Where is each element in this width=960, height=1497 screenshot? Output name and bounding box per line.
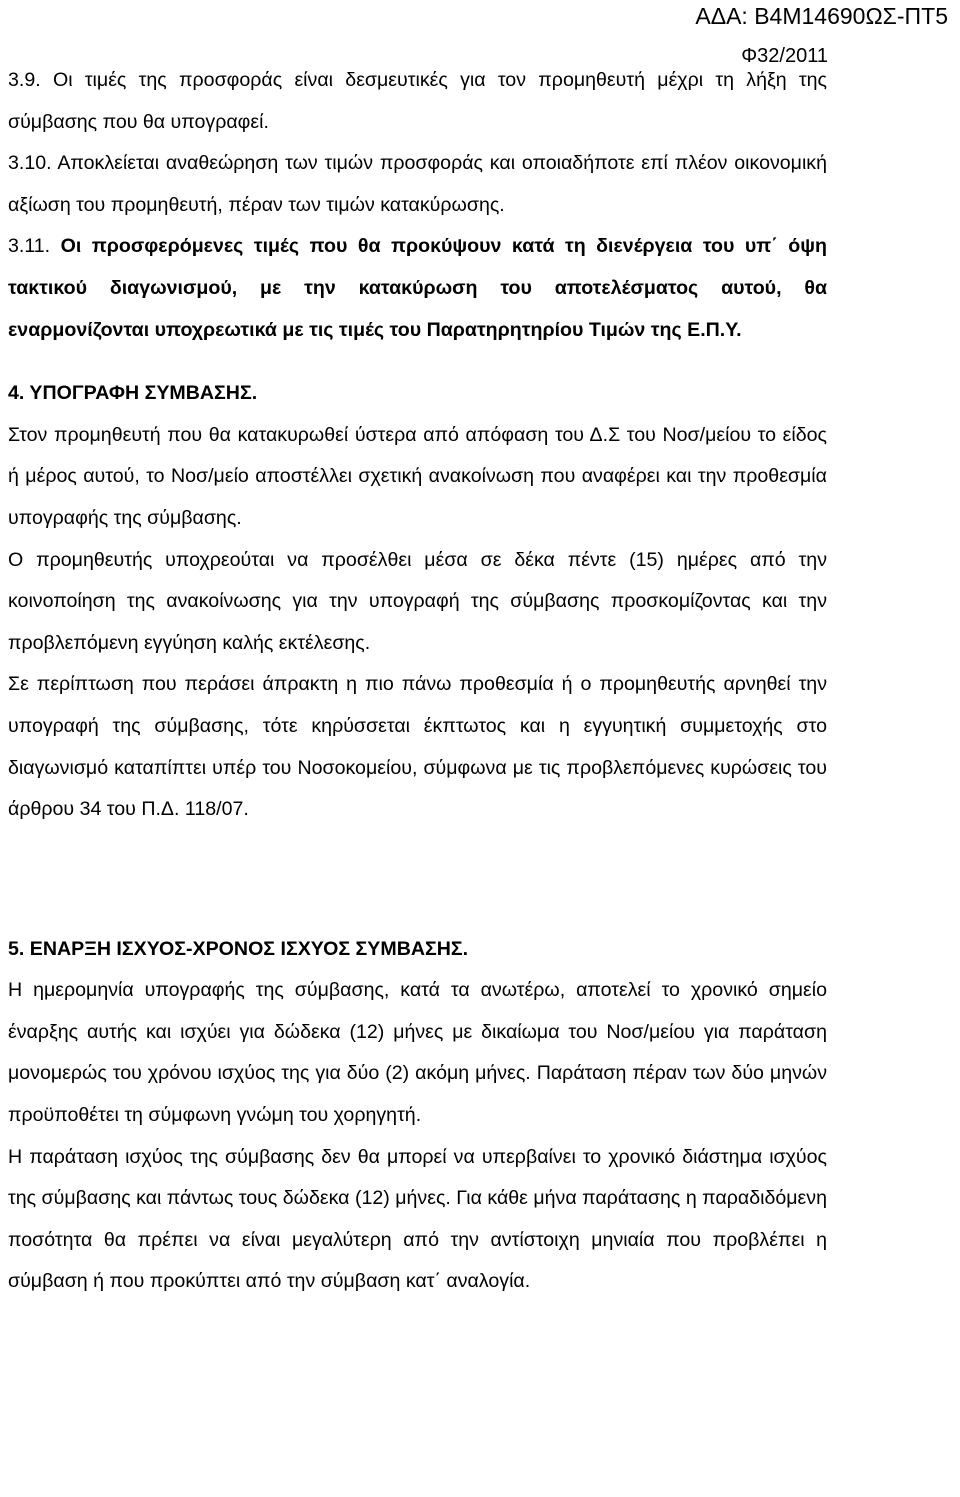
document-reference: Φ32/2011 (741, 45, 828, 67)
spacer (8, 351, 827, 373)
section-5-paragraph-1: Η ημερομηνία υπογραφής της σύμβασης, κατά τα ανωτέρω, αποτελεί το χρονικό σημείο έναρξης αυτής και ισχύει για δώδεκα (12) μήνες με δικαίωμα του Νοσ/μείου για παράταση μονομερώς του χρόνου ισχύος της για δύο (2) ακόμη μήνες. Παράταση πέραν των δύο μηνών προϋποθέτει τη σύμφωνη γνώμη του χορηγητή. (8, 979, 827, 1127)
paragraph-3-9: 3.9. Οι τιμές της προσφοράς είναι δεσμευτικές για τον προμηθευτή μέχρι τη λήξη της σύμβασης που θα υπογραφεί. (8, 69, 827, 133)
section-4-paragraph-3: Σε περίπτωση που περάσει άπρακτη η πιο πάνω προθεσμία ή ο προμηθευτής αρνηθεί την υπογραφή της σύμβασης, τότε κηρύσσεται έκπτωτος και η εγγυητική συμμετοχής στο διαγωνισμό καταπίπτει υπέρ του Νοσοκομείου, σύμφωνα με τις προβλεπόμενες κυρώσεις του άρθρου 34 του Π.Δ. 118/07. (8, 673, 827, 821)
paragraph-3-11-number: 3.11. (8, 235, 51, 258)
section-4-paragraph-1: Στον προμηθευτή που θα κατακυρωθεί ύστερα από απόφαση του Δ.Σ του Νοσ/μείου το είδος ή μέρος αυτού, το Νοσ/μείο αποστέλλει σχετική ανακοίνωση που αναφέρει και την προθεσμία υπογραφής της σύμβασης. (8, 423, 827, 529)
paragraph-3-10: 3.10. Αποκλείεται αναθεώρηση των τιμών προσφοράς και οποιαδήποτε επί πλέον οικονομική αξίωση του προμηθευτή, πέραν των τιμών κατακύρωσης. (8, 152, 827, 216)
document-id: ΑΔΑ: Β4Μ14690ΩΣ-ΠΤ5 (695, 3, 948, 29)
section-4-heading: 4. ΥΠΟΓΡΑΦΗ ΣΥΜΒΑΣΗΣ. (8, 382, 258, 405)
section-5-heading: 5. ΕΝΑΡΞΗ ΙΣΧΥΟΣ-ΧΡΟΝΟΣ ΙΣΧΥΟΣ ΣΥΜΒΑΣΗΣ. (8, 937, 469, 960)
document-body (8, 60, 827, 1303)
section-5-paragraph-2: Η παράταση ισχύος της σύμβασης δεν θα μπορεί να υπερβαίνει το χρονικό διάστημα ισχύος της σύμβασης και πάντως τους δώδεκα (12) μήνες. Για κάθε μήνα παράτασης η παραδιδόμενη ποσότητα θα πρέπει να είναι μεγαλύτερη από την αντίστοιχη μηνιαία που προβλέπει η σύμβαση ή που προκύπτει από την σύμβαση κατ΄ αναλογία. (8, 1145, 827, 1293)
spacer (8, 831, 827, 929)
section-4-paragraph-2: Ο προμηθευτής υποχρεούται να προσέλθει μέσα σε δέκα πέντε (15) ημέρες από την κοινοποίηση της ανακοίνωσης για την υπογραφή της σύμβασης προσκομίζοντας και την προβλεπόμενη εγγύηση καλής εκτέλεσης. (8, 548, 827, 654)
paragraph-3-11 (8, 226, 827, 351)
paragraph-3-11-text: Οι προσφερόμενες τιμές που θα προκύψουν κατά τη διενέργεια του υπ΄ όψη τακτικού διαγωνισμού, με την κατακύρωση του αποτελέσματος αυτού, θα εναρμονίζονται υποχρεωτικά με τις τιμές του Παρατηρητηρίου Τιμών της Ε.Π.Υ. (8, 235, 827, 341)
